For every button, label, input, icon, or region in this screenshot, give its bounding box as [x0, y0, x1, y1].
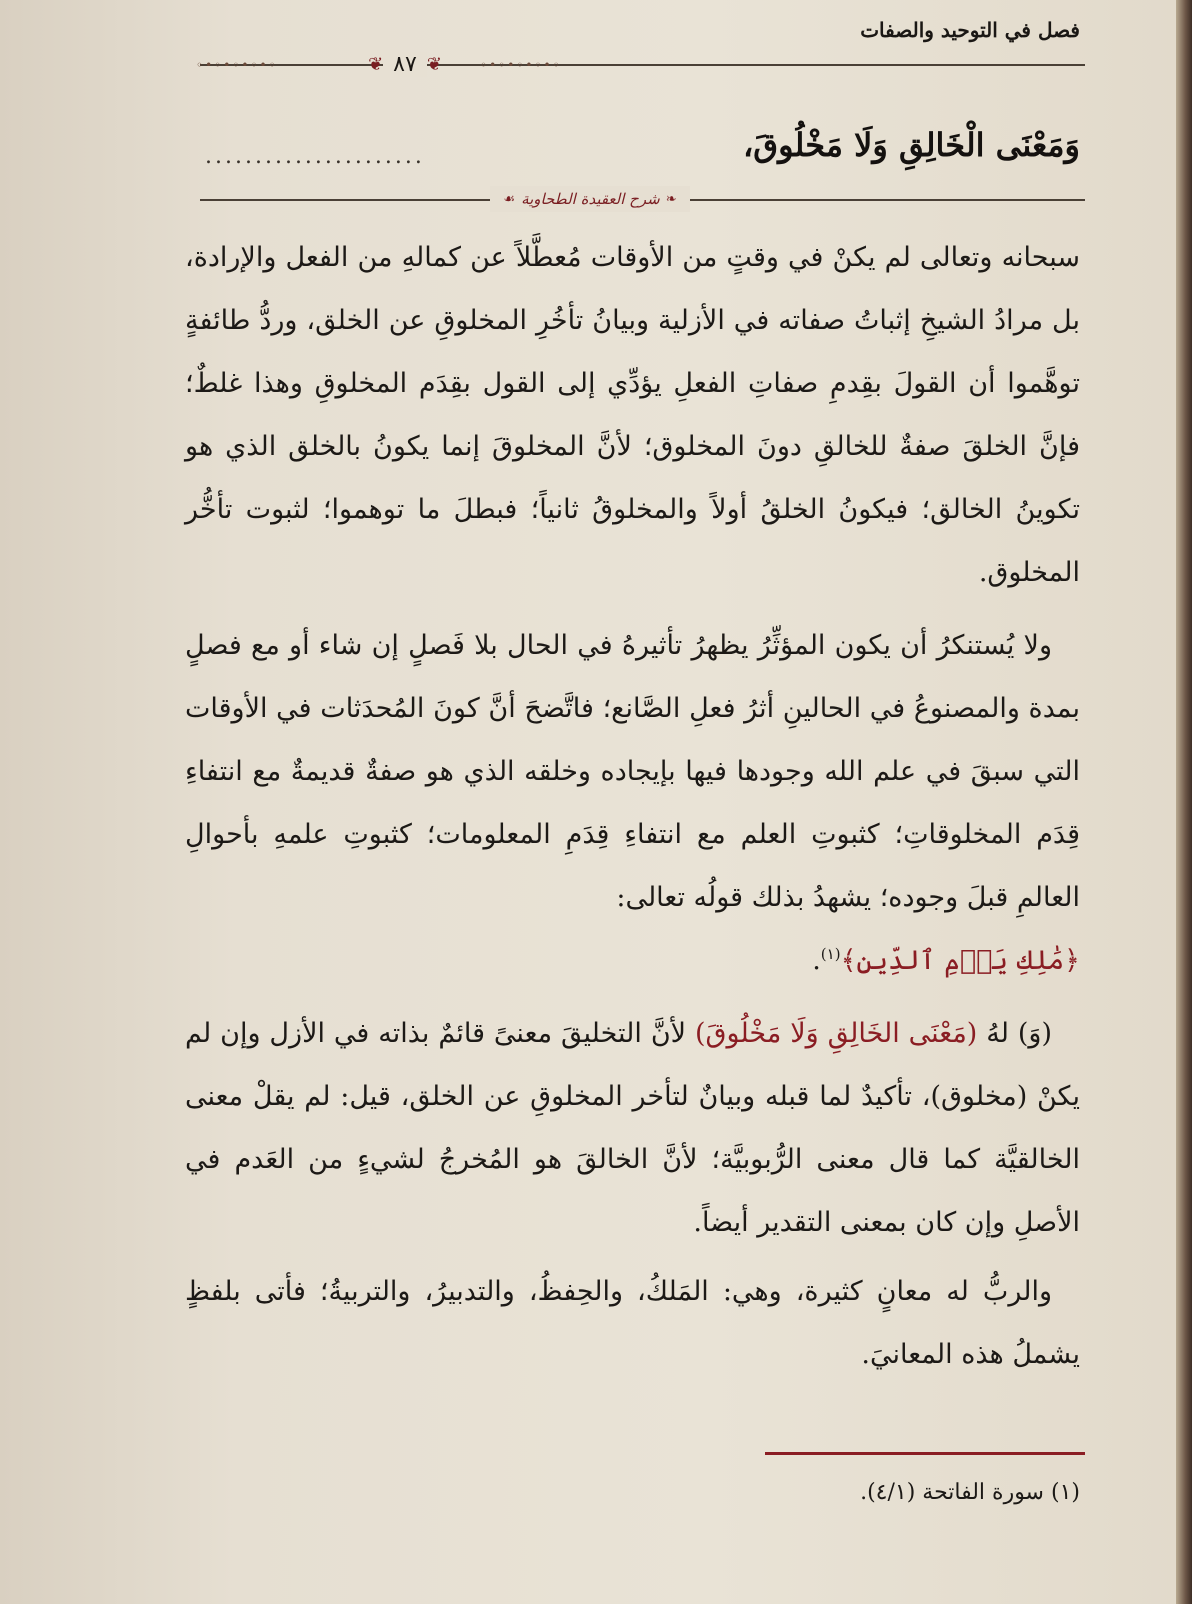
paragraph-3-lead: (وَ) لهُ: [977, 1018, 1053, 1049]
book-spine-edge: [1176, 0, 1192, 1604]
quran-verse: ﴿مَٰلِكِ يَوۡمِ ٱلدِّينِ﴾: [840, 945, 1080, 976]
floral-ornament-icon: ❦: [368, 53, 384, 75]
ornament-icon: ☙: [503, 191, 516, 207]
verse-period: .: [812, 945, 821, 976]
header-ornament-dots-left: ◦•◦•◦•◦•◦: [196, 58, 278, 72]
footnote: (١) سورة الفاتحة (٤/١).: [860, 1480, 1080, 1505]
paragraph-4: والربُّ له معانٍ كثيرة، وهي: المَلكُ، والحِفظُ، والتدبيرُ، والتربيةُ؛ فأتى بلفظٍ يشملُ هذه المعانيَ.: [185, 1276, 1080, 1370]
commentary-body: [185, 226, 1080, 1386]
subheader-title: شرح العقيدة الطحاوية: [521, 190, 660, 208]
floral-ornament-icon: ❦: [426, 53, 442, 75]
subheader-frame: [490, 186, 690, 212]
matn-leader-dots: ......................: [205, 144, 425, 169]
running-header-title: فصل في التوحيد والصفات: [860, 18, 1080, 42]
page-number-frame: [340, 46, 470, 82]
header-ornament-dots-right: ◦•◦•◦•◦•◦: [480, 58, 562, 72]
matn-quote: (مَعْنَى الخَالِقِ وَلَا مَخْلُوقَ): [695, 1018, 978, 1049]
paragraph-3: [185, 1002, 1080, 1254]
ornament-icon: ❧: [665, 191, 677, 207]
paragraph-2: [185, 614, 1080, 992]
page-number: ٨٧: [383, 52, 427, 77]
paragraph-1: سبحانه وتعالى لم يكنْ في وقتٍ من الأوقات مُعطَّلاً عن كمالهِ من الفعل والإرادة، بل مرادُ الشيخِ إثباتُ صفاته في الأزلية وبيانُ تأخُرِ المخلوقِ عن الخلق، وردُّ طائفةٍ توهَّموا أن القولَ بقِدمِ صفاتِ الفعلِ يؤدِّي إلى القول بقِدَم المخلوقِ وهذا غلطٌ؛ فإنَّ الخلقَ صفةٌ للخالقِ دونَ المخلوق؛ لأنَّ المخلوقَ إنما يكونُ بالخلق الذي هو تكوينُ الخالق؛ فيكونُ الخلقُ أولاً والمخلوقُ ثانياً؛ فبطلَ ما توهموا؛ لثبوت تأخُّر المخلوق.: [185, 242, 1080, 588]
footnote-ref: (١): [820, 945, 841, 963]
header-rule: [200, 64, 1085, 66]
matn-text: وَمَعْنَى الْخَالِقِ وَلَا مَخْلُوقَ،: [742, 126, 1080, 164]
footnote-rule: [765, 1452, 1085, 1455]
paragraph-3-text: لأنَّ التخليقَ معنىً قائمٌ بذاته في الأزل وإن لم يكنْ (مخلوق)، تأكيدٌ لما قبله وبيانٌ لتأخر المخلوقِ عن الخلق، قيل: لم يقلْ معنى الخالقيَّة كما قال معنى الرُّبوبيَّة؛ لأنَّ الخالقَ هو المُخرجُ لشيءٍ من العَدم في الأصلِ وإن كان بمعنى التقدير أيضاً.: [185, 1018, 1080, 1238]
paragraph-2-text: ولا يُستنكرُ أن يكون المؤثِّرُ يظهرُ تأثيرهُ في الحال بلا فَصلٍ إن شاء أو مع فصلٍ بمدة والمصنوعُ في الحالينِ أثرُ فعلِ الصَّانع؛ فاتَّضحَ أنَّ كونَ المُحدَثات في الأوقات التي سبقَ في علم الله وجودها فيها بإيجاده وخلقه الذي هو صفةٌ قديمةٌ مع انتفاءِ قِدَم المخلوقاتِ؛ كثبوتِ العلم مع انتفاءِ قِدَمِ المعلومات؛ كثبوتِ علمهِ بأحوالِ العالمِ قبلَ وجوده؛ يشهدُ بذلك قولُه تعالى:: [185, 630, 1080, 913]
